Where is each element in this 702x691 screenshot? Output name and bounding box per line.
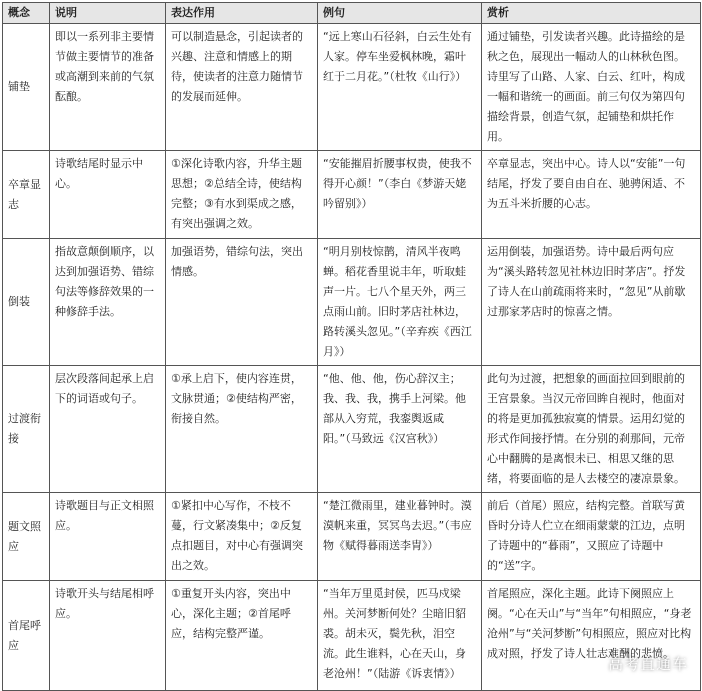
table-row [3,239,701,366]
table-row [3,151,701,239]
desc-cell: 诗歌结尾时显示中心。 [50,151,166,239]
table-row [3,493,701,581]
example-cell: “当年万里觅封侯，匹马戍梁州。关河梦断何处？尘暗旧貂裘。胡未灭，鬓先秋，泪空流。此生谁料，心在天山，身老沧州！”（陆游《诉衷情》） [318,581,482,691]
example-cell: “楚江微雨里，建业暮钟时。漠漠帆来重，冥冥鸟去迟。”（韦应物《赋得暮雨送李胄》） [318,493,482,581]
table-row [3,581,701,691]
concept-cell: 倒装 [3,239,50,366]
example-cell: “远上寒山石径斜，白云生处有人家。停车坐爱枫林晚，霜叶红于二月花。”（杜牧《山行》） [318,24,482,151]
desc-cell: 诗歌开头与结尾相呼应。 [50,581,166,691]
effect-cell: ①承上启下，使内容连贯，文脉贯通；②使结构严密，衔接自然。 [166,366,318,493]
analysis-cell: 前后（首尾）照应，结构完整。首联写黄昏时分诗人伫立在细雨蒙蒙的江边，点明了诗题中的“暮雨”，又照应了诗题中的“送”字。 [482,493,701,581]
example-cell: “明月别枝惊鹊，清风半夜鸣蝉。稻花香里说丰年，听取蛙声一片。七八个星天外，两三点雨山前。旧时茅店社林边，路转溪头忽见。”（辛弃疾《西江月》） [318,239,482,366]
table-row [3,24,701,151]
effect-cell: ①紧扣中心写作，不枝不蔓，行文紧凑集中；②反复点扣题目，对中心有强调突出之效。 [166,493,318,581]
concept-cell: 卒章显志 [3,151,50,239]
example-cell: “他、他、他，伤心辞汉主；我、我、我，携手上河梁。他部从入穷荒，我銮舆返咸阳。”（马致远《汉宫秋》） [318,366,482,493]
header-example: 例句 [318,3,482,24]
header-concept: 概念 [3,3,50,24]
concept-cell: 题文照应 [3,493,50,581]
analysis-cell: 运用倒装，加强语势。诗中最后两句应为“溪头路转忽见社林边旧时茅店”。抒发了诗人在山前疏雨将来时，“忽见”从前歇过那家茅店时的惊喜之情。 [482,239,701,366]
effect-cell: ①重复开头内容，突出中心，深化主题；②首尾呼应，结构完整严谨。 [166,581,318,691]
header-effect: 表达作用 [166,3,318,24]
effect-cell: 加强语势，错综句法，突出情感。 [166,239,318,366]
desc-cell: 层次段落间起承上启下的词语或句子。 [50,366,166,493]
header-desc: 说明 [50,3,166,24]
analysis-cell: 卒章显志，突出中心。诗人以“安能”一句结尾，抒发了要自由自在、驰骋闲适、不为五斗米折腰的心志。 [482,151,701,239]
header-row [3,3,701,24]
analysis-cell: 首尾照应，深化主题。此诗下阕照应上阕。“心在天山”与“当年”句相照应，“身老沧州”与“关河梦断”句相照应，照应对比构成对照，抒发了诗人壮志难酬的悲愤。 [482,581,701,691]
effect-cell: 可以制造悬念，引起读者的兴趣、注意和情感上的期待，使读者的注意力随情节的发展而延伸。 [166,24,318,151]
example-cell: “安能摧眉折腰事权贵，使我不得开心颜！”（李白《梦游天姥吟留别》） [318,151,482,239]
watermark: 高考直通车 [607,655,688,673]
desc-cell: 诗歌题目与正文相照应。 [50,493,166,581]
concept-cell: 过渡衔接 [3,366,50,493]
effect-cell: ①深化诗歌内容，升华主题思想；②总结全诗，使结构完整；③有水到渠成之感，有突出强调之效。 [166,151,318,239]
concept-cell: 铺垫 [3,24,50,151]
analysis-cell: 通过铺垫，引发读者兴趣。此诗描绘的是秋之色，展现出一幅动人的山林秋色图。诗里写了山路、人家、白云、红叶，构成一幅和谐统一的画面。前三句仅为第四句描绘背景，创造气氛，起铺垫和烘托作用。 [482,24,701,151]
concept-table [2,2,701,691]
header-analysis: 赏析 [482,3,701,24]
desc-cell: 指故意颠倒顺序，以达到加强语势、错综句法等修辞效果的一种修辞手法。 [50,239,166,366]
concept-cell: 首尾呼应 [3,581,50,691]
table-row [3,366,701,493]
desc-cell: 即以一系列非主要情节做主要情节的准备或高潮到来前的气氛酝酿。 [50,24,166,151]
analysis-cell: 此句为过渡，把想象的画面拉回到眼前的王宫景象。当汉元帝回眸自视时，他面对的将是更加孤独寂寞的情景。运用幻觉的形式作间接抒情。在分别的刹那间，元帝心中翻腾的是离恨未已、相思又继的思绪，将要面临的是人去楼空的凄凉景象。 [482,366,701,493]
